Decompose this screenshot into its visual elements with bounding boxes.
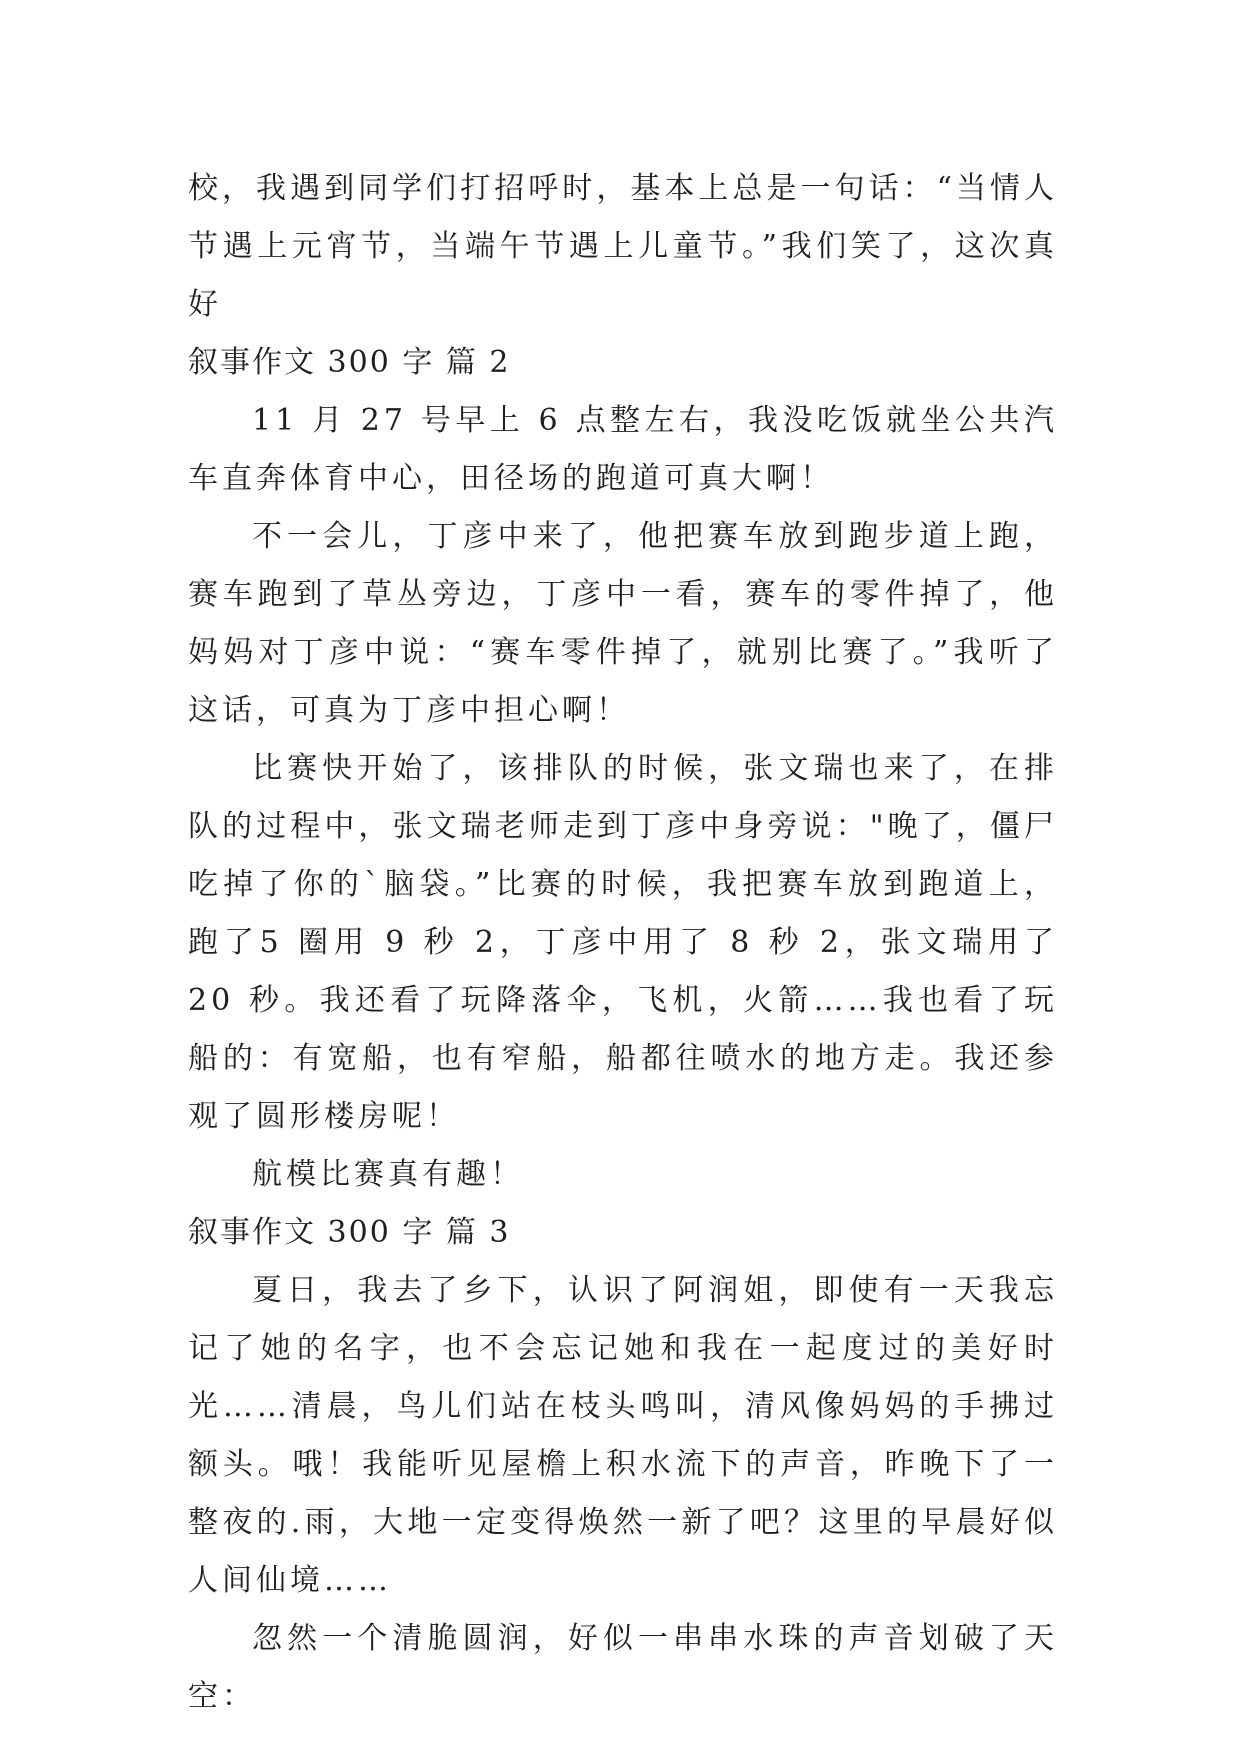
- paragraph: 11 月 27 号早上 6 点整左右，我没吃饭就坐公共汽车直奔体育中心，田径场的跑道可真大啊！: [188, 403, 1058, 496]
- paragraph: 夏日，我去了乡下，认识了阿润姐，即使有一天我忘记了她的名字，也不会忘记她和我在一起度过的美好时光……清晨，鸟儿们站在枝头鸣叫，清风像妈妈的手拂过额头。哦！我能听见屋檐上积水流下的声音，昨晚下了一整夜的.雨，大地一定变得焕然一新了吧？这里的早晨好似人间仙境……: [188, 1273, 1058, 1598]
- paragraph: 不一会儿，丁彦中来了，他把赛车放到跑步道上跑，赛车跑到了草丛旁边，丁彦中一看，赛车的零件掉了，他妈妈对丁彦中说：“赛车零件掉了，就别比赛了。”我听了这话，可真为丁彦中担心啊！: [188, 519, 1058, 728]
- paragraph: 忽然一个清脆圆润，好似一串串水珠的声音划破了天空：: [188, 1621, 1058, 1714]
- section-heading-3: 叙事作文 300 字 篇 3: [188, 1215, 511, 1250]
- paragraph-continuation: 校，我遇到同学们打招呼时，基本上总是一句话：“当情人节遇上元宵节，当端午节遇上儿童节。”我们笑了，这次真好: [188, 171, 1058, 322]
- paragraph: 航模比赛真有趣！: [252, 1157, 524, 1192]
- section-heading-2: 叙事作文 300 字 篇 2: [188, 345, 511, 380]
- paragraph: 比赛快开始了，该排队的时候，张文瑞也来了，在排队的过程中，张文瑞老师走到丁彦中身旁说："晚了，僵尸吃掉了你的`脑袋。”比赛的时候，我把赛车放到跑道上，跑了5 圈用 9 秒 2，丁彦中用了 8 秒 2，张文瑞用了 20 秒。我还看了玩降落伞，飞机，火箭……我也看了玩船的：有宽船，也有窄船，船都往喷水的地方走。我还参观了圆形楼房呢！: [188, 751, 1058, 1134]
- document-body: [188, 160, 1058, 1726]
